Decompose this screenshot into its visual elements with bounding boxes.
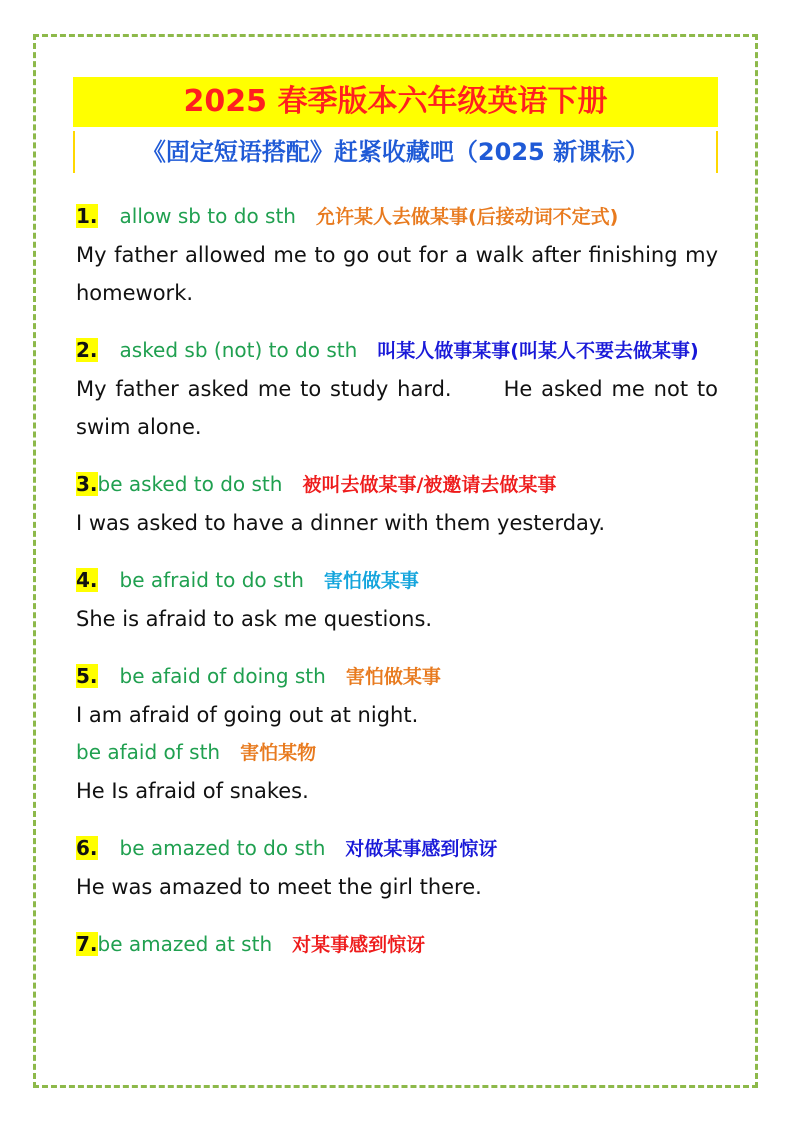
phrase-item-5 bbox=[76, 658, 718, 810]
phrase-item-1 bbox=[76, 198, 718, 312]
phrase-item-2 bbox=[76, 332, 718, 446]
example-sentence: She is afraid to ask me questions. bbox=[76, 607, 433, 631]
phrase-meaning: 对做某事感到惊讶 bbox=[345, 838, 498, 860]
item-number: 4. bbox=[76, 568, 98, 592]
phrase-text: be afaid of sth bbox=[76, 740, 221, 764]
phrase-item-3 bbox=[76, 466, 718, 542]
phrase-heading bbox=[76, 562, 718, 600]
example-sentences bbox=[76, 370, 718, 446]
item-number: 5. bbox=[76, 664, 98, 688]
phrase-text: be asked to do sth bbox=[97, 472, 283, 496]
phrase-item-6 bbox=[76, 830, 718, 906]
example-sentence: He was amazed to meet the girl there. bbox=[76, 875, 482, 899]
item-number: 6. bbox=[76, 836, 98, 860]
item-number: 3. bbox=[76, 472, 98, 496]
phrase-meaning: 叫某人做事某事(叫某人不要去做某事) bbox=[377, 340, 699, 362]
phrase-meaning: 允许某人去做某事(后接动词不定式) bbox=[315, 206, 619, 228]
phrase-heading bbox=[76, 926, 718, 964]
item-number: 2. bbox=[76, 338, 98, 362]
phrase-list bbox=[76, 198, 718, 964]
phrase-item-7 bbox=[76, 926, 718, 964]
phrase-text: asked sb (not) to do sth bbox=[119, 338, 358, 362]
example-sentence: I am afraid of going out at night. bbox=[76, 703, 419, 727]
page-subtitle: 《固定短语搭配》赶紧收藏吧（2025 新课标） bbox=[73, 131, 718, 173]
example-sentence: He Is afraid of snakes. bbox=[76, 779, 309, 803]
phrase-text: be amazed to do sth bbox=[119, 836, 326, 860]
phrase-meaning: 害怕做某事 bbox=[345, 666, 441, 688]
phrase-item-4 bbox=[76, 562, 718, 638]
phrase-heading bbox=[76, 332, 718, 370]
phrase-text: be afaid of doing sth bbox=[119, 664, 326, 688]
item-number: 7. bbox=[76, 932, 98, 956]
example-sentence: My father asked me to study hard. bbox=[76, 377, 452, 401]
phrase-meaning: 害怕某物 bbox=[240, 742, 317, 764]
example-sentence: He asked me not to swim alone. bbox=[76, 377, 719, 439]
sub-phrase-heading bbox=[76, 734, 718, 772]
phrase-text: allow sb to do sth bbox=[119, 204, 296, 228]
page-header bbox=[73, 77, 718, 173]
example-sentence: I was asked to have a dinner with them yesterday. bbox=[76, 511, 606, 535]
page-title: 2025 春季版本六年级英语下册 bbox=[73, 77, 718, 127]
phrase-heading bbox=[76, 198, 718, 236]
example-sentence: My father allowed me to go out for a walk after finishing my homework. bbox=[76, 243, 718, 305]
phrase-text: be afraid to do sth bbox=[119, 568, 304, 592]
phrase-meaning: 害怕做某事 bbox=[323, 570, 419, 592]
item-number: 1. bbox=[76, 204, 98, 228]
phrase-meaning: 对某事感到惊讶 bbox=[292, 934, 426, 956]
phrase-meaning: 被叫去做某事/被邀请去做某事 bbox=[302, 474, 557, 496]
phrase-heading bbox=[76, 466, 718, 504]
phrase-heading bbox=[76, 830, 718, 868]
phrase-heading bbox=[76, 658, 718, 696]
phrase-text: be amazed at sth bbox=[97, 932, 273, 956]
